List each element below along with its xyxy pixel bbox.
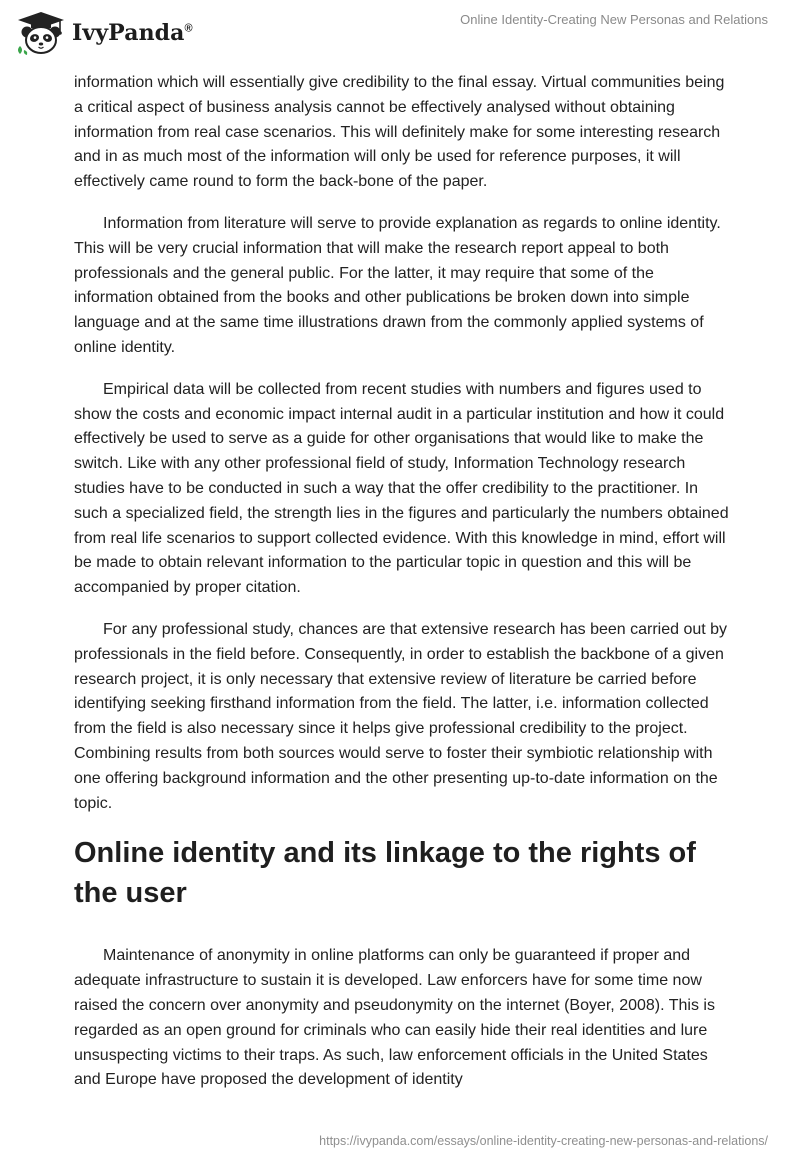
paragraph-4: For any professional study, chances are that extensive research has been carried out by professionals in the field before. Consequently, in order to establish the backbone of a given research project, it is only necessary that extensive review of literature be carried before identifying seeking firsthand information from the field. The latter, i.e. information collected from the field is also necessary since it helps give professional credibility to the project. Combining results from both sources would serve to foster their symbiotic relationship with one offering background information and the other presenting up-to-date information on the topic. bbox=[74, 620, 728, 812]
section-heading: Online identity and its linkage to the rights of the user bbox=[74, 837, 696, 910]
registered-mark: ® bbox=[184, 22, 193, 35]
paragraph-2: Information from literature will serve to provide explanation as regards to online identity. This will be very crucial information that will make the research report appeal to both professionals and the general public. For the latter, it may require that some of the information obtained from the books and other publications be broken down into simple language and at the same time illustrations drawn from the commonly applied systems of online identity. bbox=[74, 214, 721, 356]
document-title: Online Identity-Creating New Personas and Relations bbox=[460, 12, 768, 27]
paragraph-3: Empirical data will be collected from recent studies with numbers and figures used to show the costs and economic impact internal audit in a particular institution and how it could effectively be used to serve as a guide for other organisations that would like to make the switch. Like with any other professional field of study, Information Technology research studies have to be conducted in such a way that the offer credibility to the practitioner. In such a specialized field, the strength lies in the figures and particularly the numbers obtained from real life scenarios to support collected evidence. With this knowledge in mind, effort will be made to obtain relevant information to the particular topic in question and this will be accompanied by proper citation. bbox=[74, 380, 729, 597]
paragraph-1: information which will essentially give credibility to the final essay. Virtual communities being a critical aspect of business analysis cannot be effectively analysed without obtaining information from real case scenarios. This will definitely make for some interesting research and in as much most of the information will only be used for reference purposes, it will effectively came round to form the back-bone of the paper. bbox=[74, 74, 725, 191]
panda-graduate-icon bbox=[14, 10, 68, 56]
essay-body bbox=[74, 71, 734, 1110]
footer-url-link[interactable]: https://ivypanda.com/essays/online-identity-creating-new-personas-and-relations/ bbox=[319, 1134, 768, 1148]
ivypanda-logo[interactable] bbox=[14, 10, 193, 56]
page-header bbox=[0, 0, 800, 64]
logo-text: IvyPanda® bbox=[72, 20, 193, 46]
paragraph-5: Maintenance of anonymity in online platforms can only be guaranteed if proper and adequate infrastructure to sustain it is developed. Law enforcers have for some time now raised the concern over anonymity and pseudonymity on the internet (Boyer, 2008). This is regarded as an open ground for criminals who can easily hide their real identities and lure unsuspecting victims to their traps. As such, law enforcement officials in the United States and Europe have proposed the development of identity bbox=[74, 947, 715, 1089]
